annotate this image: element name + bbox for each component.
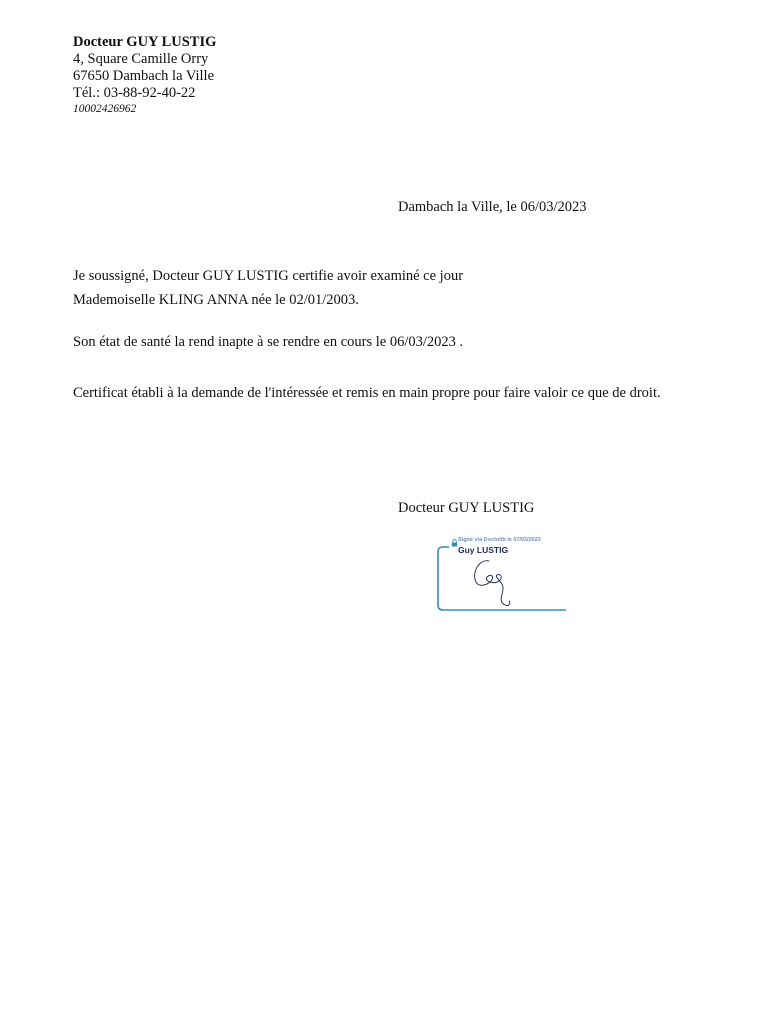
address-line-1: 4, Square Camille Orry: [73, 51, 209, 67]
lock-icon: [451, 539, 458, 547]
rpps-number: 10002426962: [73, 103, 137, 115]
phone: Tél.: 03-88-92-40-22: [73, 85, 196, 101]
address-line-2: 67650 Dambach la Ville: [73, 68, 215, 84]
place-and-date: Dambach la Ville, le 06/03/2023: [398, 199, 587, 215]
health-status-paragraph: Son état de santé la rend inapte à se rendre en cours le 06/03/2023 .: [73, 334, 464, 350]
certification-line-2: Mademoiselle KLING ANNA née le 02/01/2003.: [73, 292, 359, 308]
certification-line-1: Je soussigné, Docteur GUY LUSTIG certifie avoir examiné ce jour: [73, 268, 464, 284]
electronic-signature: [437, 537, 567, 611]
closing-paragraph: Certificat établi à la demande de l'intéressée et remis en main propre pour faire valoir ce que de droit.: [73, 385, 661, 401]
signature-stamp: Signé via Doctolib le 07/03/2023: [458, 537, 541, 543]
signature-name: Guy LUSTIG: [458, 545, 509, 555]
doctor-name: Docteur GUY LUSTIG: [73, 34, 217, 50]
letterhead: [73, 34, 216, 116]
certification-paragraph: [73, 264, 694, 312]
signer-name: Docteur GUY LUSTIG: [398, 500, 535, 516]
handwritten-signature: [467, 551, 527, 609]
